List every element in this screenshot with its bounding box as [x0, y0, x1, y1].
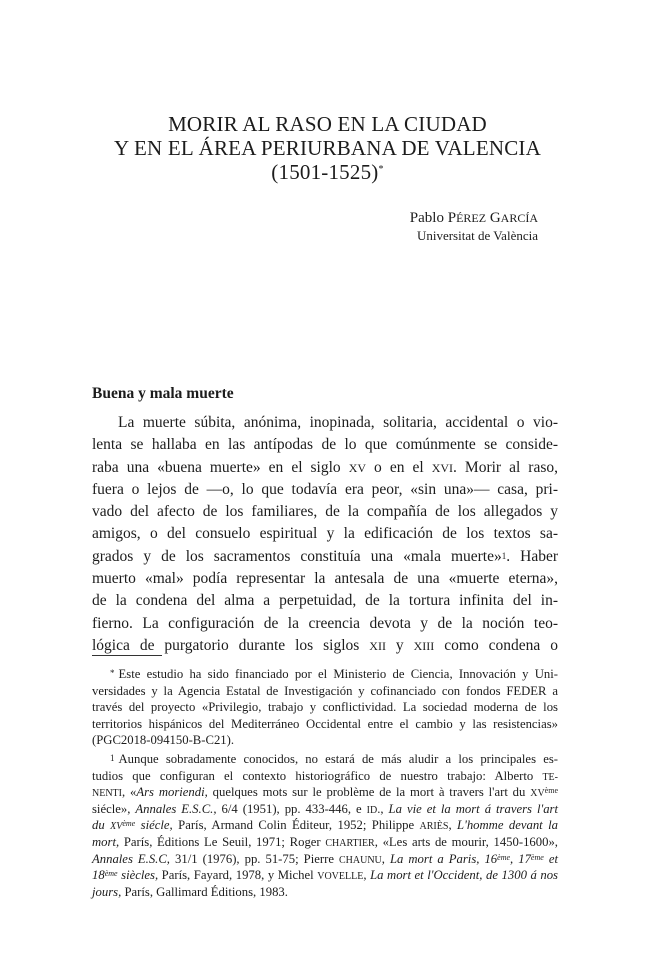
footnote-1-line: Annales E.S.C, 31/1 (1976), pp. 51-75; Pierre CHAUNU, La mort a Paris, 16ème, 17ème et — [92, 851, 558, 866]
body-line: raba una «buena muerte» en el siglo XV o en el XVI. Morir al raso, — [92, 458, 558, 476]
footnote-star-line: versidades y la Agencia Estatal de Investigación y cofinanciado con fondos FEDER a — [92, 683, 558, 698]
body-line: lógica de purgatorio durante los siglos XII y XIII como condena o — [92, 636, 559, 654]
footnote-ref-1[interactable]: 1 — [501, 550, 507, 561]
footnote-star-line: través del proyecto «Privilegio, trabajo y conflictividad. La sociedad moderna de los — [92, 700, 558, 715]
body-line: grados y de los sacramentos constituía una «mala muerte»$^1$. Haber — [92, 547, 558, 565]
footnote-1-line: jours, París, Gallimard Éditions, 1983. — [92, 884, 288, 899]
title-line-3 — [60, 160, 595, 184]
section-heading: Buena y mala muerte — [92, 385, 234, 402]
footnote-1-line: 18ème siècles, París, Fayard, 1978, y Michel VOVELLE, La mort et l'Occident, de 1300 á nos — [92, 868, 558, 883]
body-line: amigos, o del consuelo espiritual y la edificación de los textos sa- — [92, 525, 558, 543]
footnote-star-line: * Este estudio ha sido financiado por el Ministerio de Ciencia, Innovación y Uni- — [110, 667, 558, 681]
body-line: fuera o lejos de —o, lo que todavía era peor, «sin una»— casa, pri- — [92, 480, 558, 498]
footnote-star-mark: * — [110, 668, 115, 678]
body-line: fierno. La configuración de la creencia devota y de la noción teo- — [92, 614, 558, 632]
footnote-1-line: NENTI, «Ars moriendi, quelques mots sur le problème de la mort à travers l'art du XVème — [92, 785, 558, 800]
title-line-2: Y EN EL ÁREA PERIURBANA DE VALENCIA — [113, 136, 541, 160]
body-line: La muerte súbita, anónima, inopinada, solitaria, accidental o vio- — [118, 414, 558, 431]
title-footnote-mark[interactable]: * — [378, 164, 384, 175]
article-title — [60, 112, 595, 184]
body-line: muerto «mal» podía representar la antesala de una «muerte eterna», — [92, 570, 558, 588]
body-line: lenta se hallaba en las antípodas de lo que comúnmente se conside- — [92, 436, 558, 454]
footnote-separator — [92, 655, 162, 656]
footnote-1-line: tudios que configuran el contexto historiográfico de nuestro trabajo: Alberto TE- — [92, 768, 558, 783]
body-paragraph — [92, 412, 558, 657]
title-line-1: MORIR AL RASO EN LA CIUDAD — [168, 112, 487, 136]
footnote-1-mark: 1 — [110, 752, 115, 763]
body-line: de la condena del alma a perpetuidad, de la tortura infinita del in- — [92, 592, 558, 610]
footnote-1-line: $^1$ Aunque sobradamente conocidos, no estará de más aludir a los principales es- — [110, 751, 558, 766]
title-dates: (1501-1525) — [271, 160, 379, 184]
footnote-1-line: siécle», Annales E.S.C., 6/4 (1951), pp. 433-446, e ID., La vie et la mort á travers l'art — [92, 801, 559, 816]
author-name: Pablo PÉREZ GARCÍA — [409, 210, 538, 226]
footnote-1-line: mort, París, Éditions Le Seuil, 1971; Roger CHARTIER, «Les arts de mourir, 1450-1600», — [92, 834, 558, 849]
footnote-star-line: (PGC2018-094150-B-C21). — [92, 733, 235, 748]
footnote-star-line: territorios hispánicos del Mediterráneo Occidental entre el cambio y las resistencias» — [92, 716, 558, 731]
author-affiliation: Universitat de València — [416, 228, 538, 243]
author-block — [360, 209, 538, 245]
footnotes — [92, 666, 558, 900]
footnote-1-line: du XVème siécle, París, Armand Colin Éditeur, 1952; Philippe ARIÈS, L'homme devant la — [92, 818, 559, 833]
body-line: vado del afecto de los familiares, de la compañía de los allegados y — [92, 503, 558, 521]
